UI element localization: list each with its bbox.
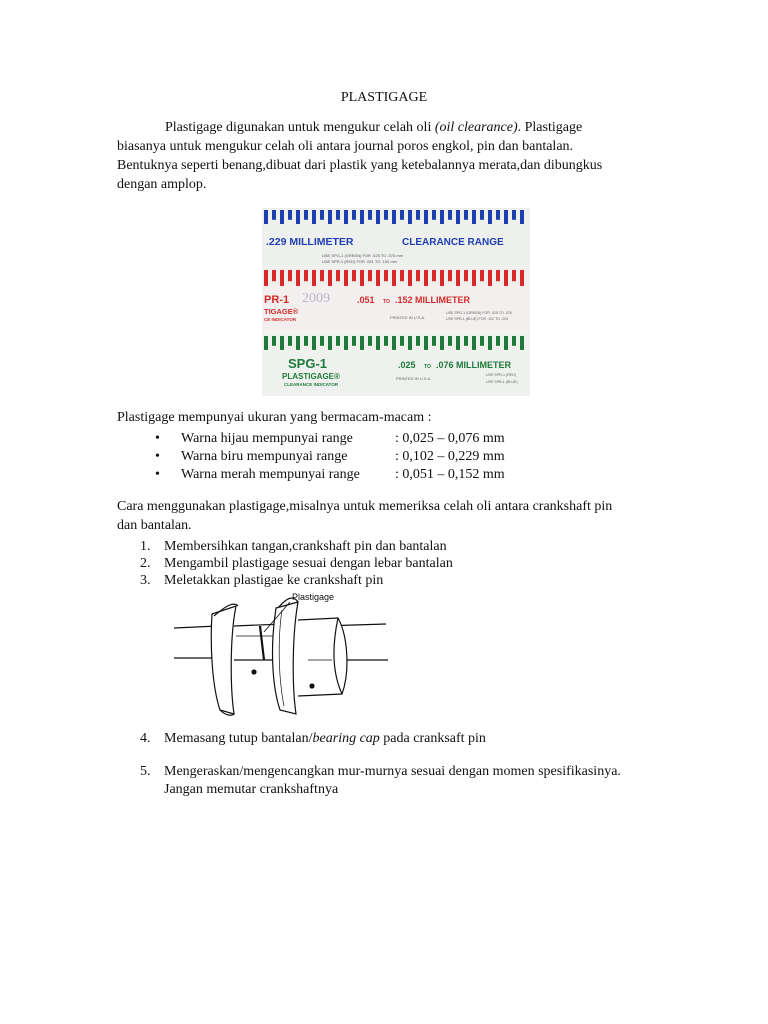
scale-tick [456, 336, 460, 350]
green-code: SPG-1 [288, 356, 328, 371]
scale-tick [480, 210, 484, 220]
crankshaft-drawing [172, 586, 392, 718]
green-sub: CLEARANCE INDICATOR [284, 382, 339, 387]
red-fine-1: USE SPG-1 (GREEN) FOR .025 TO .076 [446, 311, 512, 315]
scale-tick [296, 270, 300, 286]
scale-tick [520, 210, 524, 224]
intro-line-2: biasanya untuk mengukur celah oli antara journal poros engkol, pin dan bantalan. [117, 139, 574, 154]
scale-tick [448, 210, 452, 220]
red-fine-2: USE SPB-1 (BLUE) FOR .102 TO .229 [446, 317, 508, 321]
scale-tick [448, 270, 452, 281]
scale-tick [304, 336, 308, 346]
usage-line-1: Cara menggunakan plastigage,misalnya untuk memeriksa celah oli antara crankshaft pin [117, 499, 613, 514]
scale-tick [376, 270, 380, 286]
intro-line-3: Bentuknya seperti benang,dibuat dari plastik yang ketebalannya merata,dan dibungkus [117, 158, 603, 173]
scale-tick [392, 210, 396, 224]
blue-strip [262, 208, 530, 266]
scale-tick [504, 336, 508, 350]
scale-tick [304, 270, 308, 281]
red-range-a: .051 [357, 295, 375, 305]
scale-tick [464, 336, 468, 346]
scale-tick [432, 336, 436, 346]
green-brand: PLASTIGAGE® [282, 372, 340, 381]
scale-tick [408, 336, 412, 350]
scale-tick [440, 210, 444, 224]
blue-fine-1: USE SPG-1 (GREEN) FOR .025 TO .076 mm [322, 253, 403, 258]
scale-tick [392, 270, 396, 286]
intro-line-4: dengan amplop. [117, 177, 207, 192]
scale-tick [384, 210, 388, 220]
red-code: PR-1 [264, 294, 290, 306]
green-to: TO [424, 364, 431, 370]
scale-tick [416, 210, 420, 220]
scale-tick [496, 270, 500, 281]
scale-tick [280, 336, 284, 350]
scale-tick [376, 336, 380, 350]
scale-tick [368, 210, 372, 220]
scale-tick [464, 270, 468, 281]
scale-tick [272, 336, 276, 346]
scale-tick [352, 210, 356, 220]
scale-tick [296, 336, 300, 350]
scale-tick [288, 210, 292, 220]
scale-tick [448, 336, 452, 346]
red-sub: CE INDICATOR [264, 317, 297, 322]
red-to: TO [383, 299, 390, 305]
scale-tick [312, 336, 316, 350]
scale-tick [360, 336, 364, 350]
plastigage-photo [262, 208, 530, 396]
scale-tick [504, 210, 508, 224]
red-strip [262, 268, 530, 330]
scale-tick [352, 336, 356, 346]
scale-tick [488, 336, 492, 350]
usage-paragraph [117, 497, 687, 535]
scale-tick [320, 210, 324, 220]
scale-tick [320, 336, 324, 346]
scale-tick [328, 336, 332, 350]
scale-tick [272, 210, 276, 220]
scale-tick [376, 210, 380, 224]
scale-tick [416, 336, 420, 346]
usage-line-2: dan bantalan. [117, 518, 192, 533]
scale-tick [472, 270, 476, 286]
scale-tick [352, 270, 356, 281]
scale-tick [408, 210, 412, 224]
scale-tick [400, 336, 404, 346]
scale-tick [384, 336, 388, 346]
scale-tick [392, 336, 396, 350]
scale-tick [360, 270, 364, 286]
scale-tick [360, 210, 364, 224]
sizes-intro: Plastigage mempunyai ukuran yang bermacam-macam : [117, 410, 432, 425]
drawing-label: Plastigage [292, 592, 335, 602]
scale-tick [272, 270, 276, 281]
scale-tick [520, 270, 524, 286]
green-strip [262, 334, 530, 396]
scale-tick [440, 270, 444, 286]
green-printed: PRINTED IN U.S.A. [396, 376, 432, 381]
scale-tick [408, 270, 412, 286]
scale-tick [264, 336, 268, 350]
svg-text:2009: 2009 [302, 291, 330, 306]
scale-tick [296, 210, 300, 224]
scale-tick [480, 336, 484, 346]
scale-tick [384, 270, 388, 281]
green-fine-2: USE SPB-1 (BLUE) [486, 380, 518, 384]
scale-tick [280, 270, 284, 286]
blue-fine-2: USE SPR-1 (RED) FOR .051 TO .152 mm [322, 259, 397, 264]
scale-tick [416, 270, 420, 281]
scale-tick [472, 210, 476, 224]
scale-tick [312, 210, 316, 224]
scale-tick [432, 270, 436, 281]
scale-tick [456, 270, 460, 286]
scale-tick [488, 210, 492, 224]
scale-tick [344, 336, 348, 350]
scale-tick [264, 210, 268, 224]
blue-value: .229 MILLIMETER [266, 236, 354, 248]
scale-tick [400, 210, 404, 220]
scale-tick [304, 210, 308, 220]
scale-tick [344, 210, 348, 224]
scale-tick [328, 210, 332, 224]
red-brand: TIGAGE® [264, 307, 299, 316]
scale-tick [464, 210, 468, 220]
scale-tick [288, 270, 292, 281]
scale-tick [512, 336, 516, 346]
scale-tick [400, 270, 404, 281]
green-range-a: .025 [398, 360, 416, 370]
scale-tick [288, 336, 292, 346]
scale-tick [432, 210, 436, 220]
green-range-b: .076 MILLIMETER [436, 360, 512, 370]
scale-tick [488, 270, 492, 286]
scale-tick [456, 210, 460, 224]
intro-paragraph [117, 118, 677, 194]
scale-tick [480, 270, 484, 281]
scale-tick [512, 210, 516, 220]
scale-tick [344, 270, 348, 286]
scale-tick [312, 270, 316, 286]
blue-range-label: CLEARANCE RANGE [402, 237, 504, 248]
scale-tick [424, 270, 428, 286]
scale-tick [440, 336, 444, 350]
scale-tick [328, 270, 332, 286]
scale-tick [336, 210, 340, 220]
scale-tick [424, 210, 428, 224]
red-printed: PRINTED IN U.S.A. [390, 315, 426, 320]
scale-tick [280, 210, 284, 224]
scale-tick [512, 270, 516, 281]
scale-tick [424, 336, 428, 350]
scale-tick [336, 336, 340, 346]
scale-tick [368, 270, 372, 281]
scale-tick [496, 336, 500, 346]
scale-tick [368, 336, 372, 346]
scale-tick [264, 270, 268, 286]
scale-tick [496, 210, 500, 220]
scale-tick [472, 336, 476, 350]
green-fine-1: USE SPR-1 (RED) [486, 373, 516, 377]
scale-tick [520, 336, 524, 350]
red-range-b: .152 MILLIMETER [395, 295, 471, 305]
page-title: PLASTIGAGE [340, 90, 428, 105]
scale-tick [336, 270, 340, 281]
intro-line-1: Plastigage digunakan untuk mengukur celah oli (oil clearance). Plastigage [165, 120, 583, 135]
scale-tick [504, 270, 508, 286]
scale-tick [320, 270, 324, 281]
